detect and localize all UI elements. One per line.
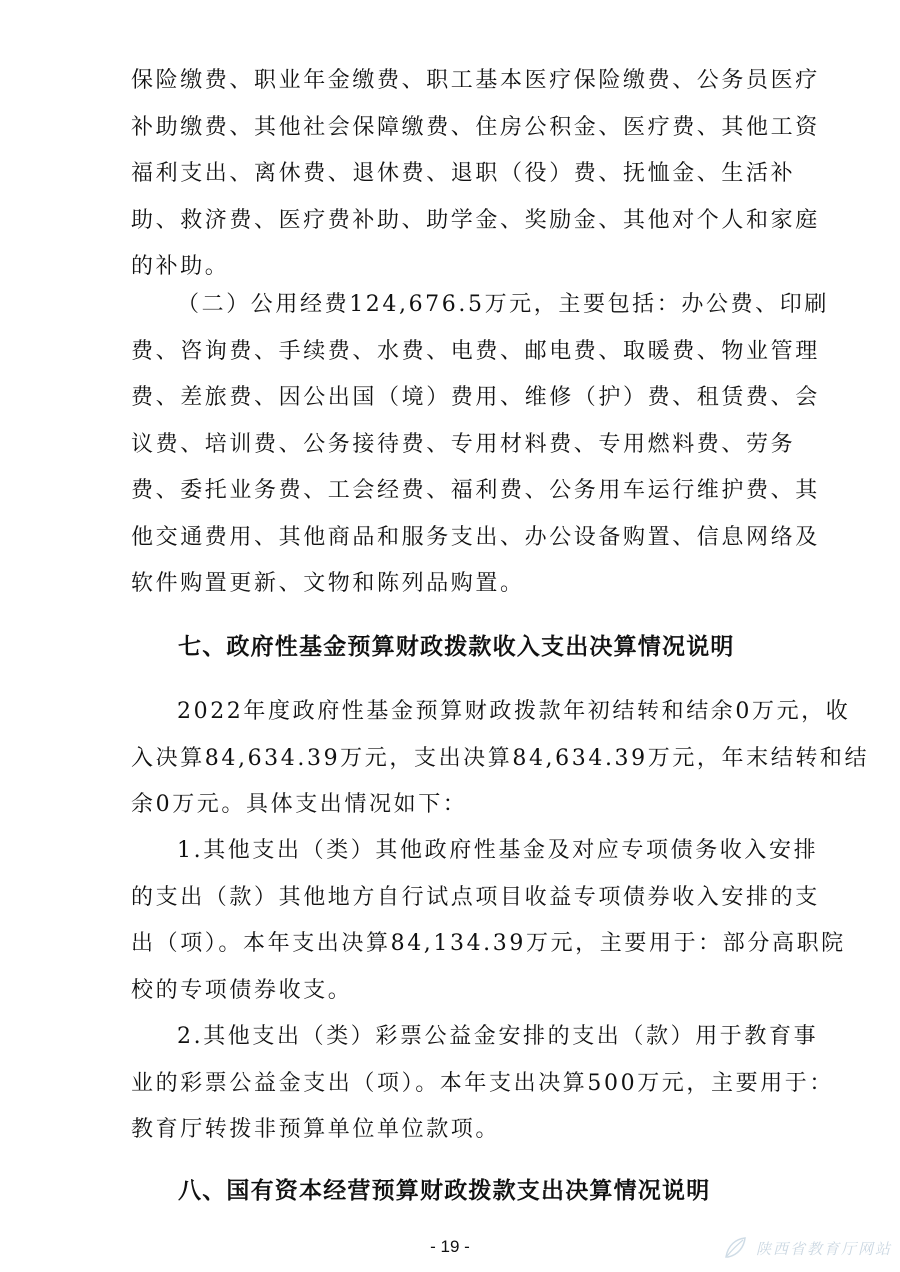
watermark xyxy=(722,1232,892,1264)
text-line: 2022年度政府性基金预算财政拨款年初结转和结余0万元，收 xyxy=(177,699,851,724)
text-line: 1.其他支出（类）其他政府性基金及对应专项债务收入安排 xyxy=(177,838,819,863)
section-heading-seven: 七、政府性基金预算财政拨款收入支出决算情况说明 xyxy=(178,634,735,660)
text-line: 的支出（款）其他地方自行试点项目收益专项债券收入安排的支 xyxy=(131,884,820,910)
text-line: （二）公用经费124,676.5万元，主要包括：办公费、印刷 xyxy=(177,292,829,317)
leaf-logo-icon xyxy=(722,1235,748,1261)
text-line: 教育厅转拨非预算单位单位款项。 xyxy=(131,1117,501,1142)
text-line: 福利支出、离休费、退休费、退职（役）费、抚恤金、生活补 xyxy=(131,161,796,186)
section-heading-eight: 八、国有资本经营预算财政拨款支出决算情况说明 xyxy=(178,1178,711,1204)
text-line: 助、救济费、医疗费补助、助学金、奖励金、其他对个人和家庭 xyxy=(131,207,820,233)
text-line: 入决算84,634.39万元，支出决算84,634.39万元，年末结转和结 xyxy=(131,745,870,771)
paragraph-fund-summary xyxy=(131,689,870,829)
text-line: 议费、培训费、公务接待费、专用材料费、专用燃料费、劳务 xyxy=(131,431,796,457)
text-line: 补助缴费、其他社会保障缴费、住房公积金、医疗费、其他工资 xyxy=(131,114,820,140)
text-line: 2.其他支出（类）彩票公益金安排的支出（款）用于教育事 xyxy=(177,1024,819,1049)
text-line: 出（项）。本年支出决算84,134.39万元，主要用于：部分高职院 xyxy=(131,931,846,956)
paragraph-item-2 xyxy=(131,1014,834,1154)
text-line: 费、咨询费、手续费、水费、电费、邮电费、取暖费、物业管理 xyxy=(131,338,820,364)
watermark-text: 陕西省教育厅网站 xyxy=(756,1239,893,1258)
text-line: 余0万元。具体支出情况如下： xyxy=(131,792,468,817)
text-line: 的补助。 xyxy=(131,254,230,279)
text-line: 软件购置更新、文物和陈列品购置。 xyxy=(131,571,525,596)
paragraph-personnel-expenses xyxy=(131,58,820,291)
text-line: 费、差旅费、因公出国（境）费用、维修（护）费、租赁费、会 xyxy=(131,385,820,410)
text-line: 费、委托业务费、工会经费、福利费、公务用车运行维护费、其 xyxy=(131,478,820,503)
page-number: - 19 - xyxy=(430,1237,470,1256)
text-line: 业的彩票公益金支出（项）。本年支出决算500万元，主要用于： xyxy=(131,1070,834,1096)
paragraph-item-1 xyxy=(131,828,846,1014)
text-line: 保险缴费、职业年金缴费、职工基本医疗保险缴费、公务员医疗 xyxy=(131,68,820,93)
text-line: 校的专项债券收支。 xyxy=(131,977,353,1003)
paragraph-public-expenses xyxy=(131,282,829,608)
text-line: 他交通费用、其他商品和服务支出、办公设备购置、信息网络及 xyxy=(131,524,820,550)
